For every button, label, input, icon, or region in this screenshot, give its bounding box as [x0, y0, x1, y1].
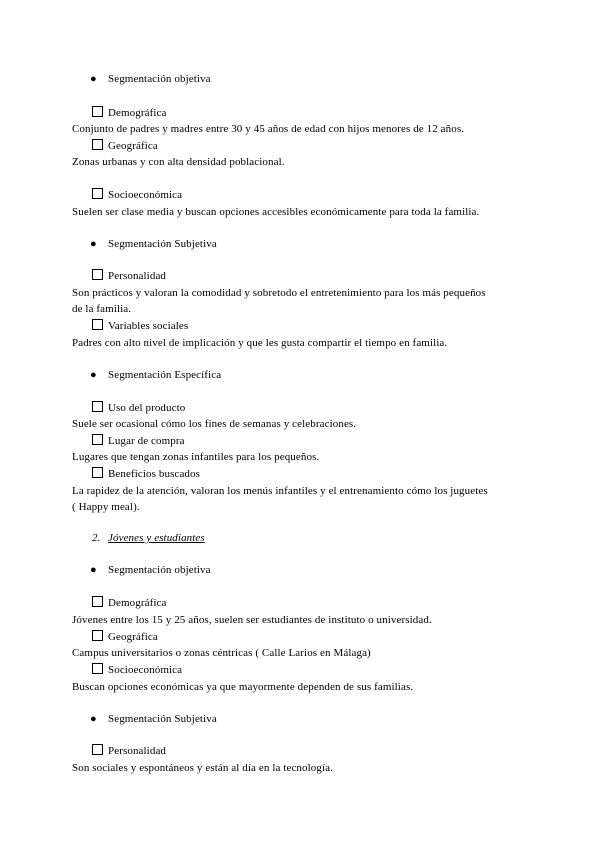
bullet-text: Segmentación Subjetiva — [108, 713, 217, 725]
checkbox-icon — [92, 744, 103, 755]
bullet-item — [90, 563, 211, 577]
checkbox-label: Socioeconómica — [108, 664, 183, 676]
checkbox-icon — [92, 269, 103, 280]
checkbox-label: Personalidad — [108, 745, 167, 757]
section-heading — [92, 531, 205, 545]
checkbox-item — [92, 188, 182, 202]
body-text: Jóvenes entre los 15 y 25 años, suelen ser estudiantes de instituto o universidad. — [72, 614, 432, 626]
bullet-item — [90, 712, 217, 726]
heading-number: 2. — [92, 532, 101, 544]
checkbox-icon — [92, 188, 103, 199]
body-text: Padres con alto nivel de implicación y que les gusta compartir el tiempo en familia. — [72, 337, 448, 349]
checkbox-item — [92, 596, 167, 610]
body-text: Campus universitarios o zonas céntricas ( Calle Larios en Málaga) — [72, 647, 371, 659]
checkbox-icon — [92, 434, 103, 445]
body-text: Son prácticos y valoran la comodidad y sobretodo el entretenimiento para los más pequeños — [72, 287, 486, 299]
bullet-text: Segmentación objetiva — [108, 564, 211, 576]
checkbox-icon — [92, 319, 103, 330]
bullet-icon: ● — [90, 564, 97, 576]
checkbox-item — [92, 139, 158, 153]
checkbox-icon — [92, 106, 103, 117]
body-text: Conjunto de padres y madres entre 30 y 45 años de edad con hijos menores de 12 años. — [72, 123, 465, 135]
checkbox-icon — [92, 663, 103, 674]
checkbox-item — [92, 319, 188, 333]
checkbox-item — [92, 434, 185, 448]
checkbox-label: Personalidad — [108, 270, 167, 282]
bullet-icon: ● — [90, 713, 97, 725]
body-text: ( Happy meal). — [72, 501, 140, 513]
body-text: de la familia. — [72, 303, 132, 315]
checkbox-item — [92, 630, 158, 644]
bullet-icon: ● — [90, 369, 97, 381]
bullet-icon: ● — [90, 238, 97, 250]
body-text: Suele ser ocasional cómo los fines de semanas y celebraciones. — [72, 418, 357, 430]
body-text: Lugares que tengan zonas infantiles para los pequeños. — [72, 451, 320, 463]
bullet-text: Segmentación Subjetiva — [108, 238, 217, 250]
checkbox-icon — [92, 467, 103, 478]
checkbox-label: Socioeconómica — [108, 189, 183, 201]
checkbox-item — [92, 106, 167, 120]
checkbox-label: Demográfica — [108, 107, 167, 119]
checkbox-icon — [92, 596, 103, 607]
body-text: Son sociales y espontáneos y están al día en la tecnología. — [72, 762, 333, 774]
checkbox-item — [92, 663, 182, 677]
checkbox-label: Geográfica — [108, 140, 158, 152]
checkbox-icon — [92, 401, 103, 412]
checkbox-label: Uso del producto — [108, 402, 186, 414]
checkbox-item — [92, 744, 166, 758]
body-text: Buscan opciones económicas ya que mayormente dependen de sus familias. — [72, 681, 414, 693]
bullet-text: Segmentación objetiva — [108, 73, 211, 85]
checkbox-icon — [92, 630, 103, 641]
checkbox-label: Variables sociales — [108, 320, 189, 332]
body-text: La rapidez de la atención, valoran los menús infantiles y el entrenamiento cómo los juguetes — [72, 485, 488, 497]
checkbox-icon — [92, 139, 103, 150]
checkbox-item — [92, 401, 185, 415]
checkbox-label: Lugar de compra — [108, 435, 185, 447]
checkbox-label: Beneficios buscados — [108, 468, 201, 480]
checkbox-item — [92, 269, 166, 283]
bullet-item — [90, 72, 211, 86]
bullet-text: Segmentación Específica — [108, 369, 222, 381]
heading-label: Jóvenes y estudiantes — [108, 532, 205, 544]
bullet-item — [90, 368, 221, 382]
checkbox-item — [92, 467, 200, 481]
bullet-icon: ● — [90, 73, 97, 85]
checkbox-label: Geográfica — [108, 631, 158, 643]
bullet-item — [90, 237, 217, 251]
body-text: Zonas urbanas y con alta densidad poblacional. — [72, 156, 285, 168]
body-text: Suelen ser clase media y buscan opciones accesibles económicamente para toda la familia. — [72, 206, 480, 218]
checkbox-label: Demográfica — [108, 597, 167, 609]
